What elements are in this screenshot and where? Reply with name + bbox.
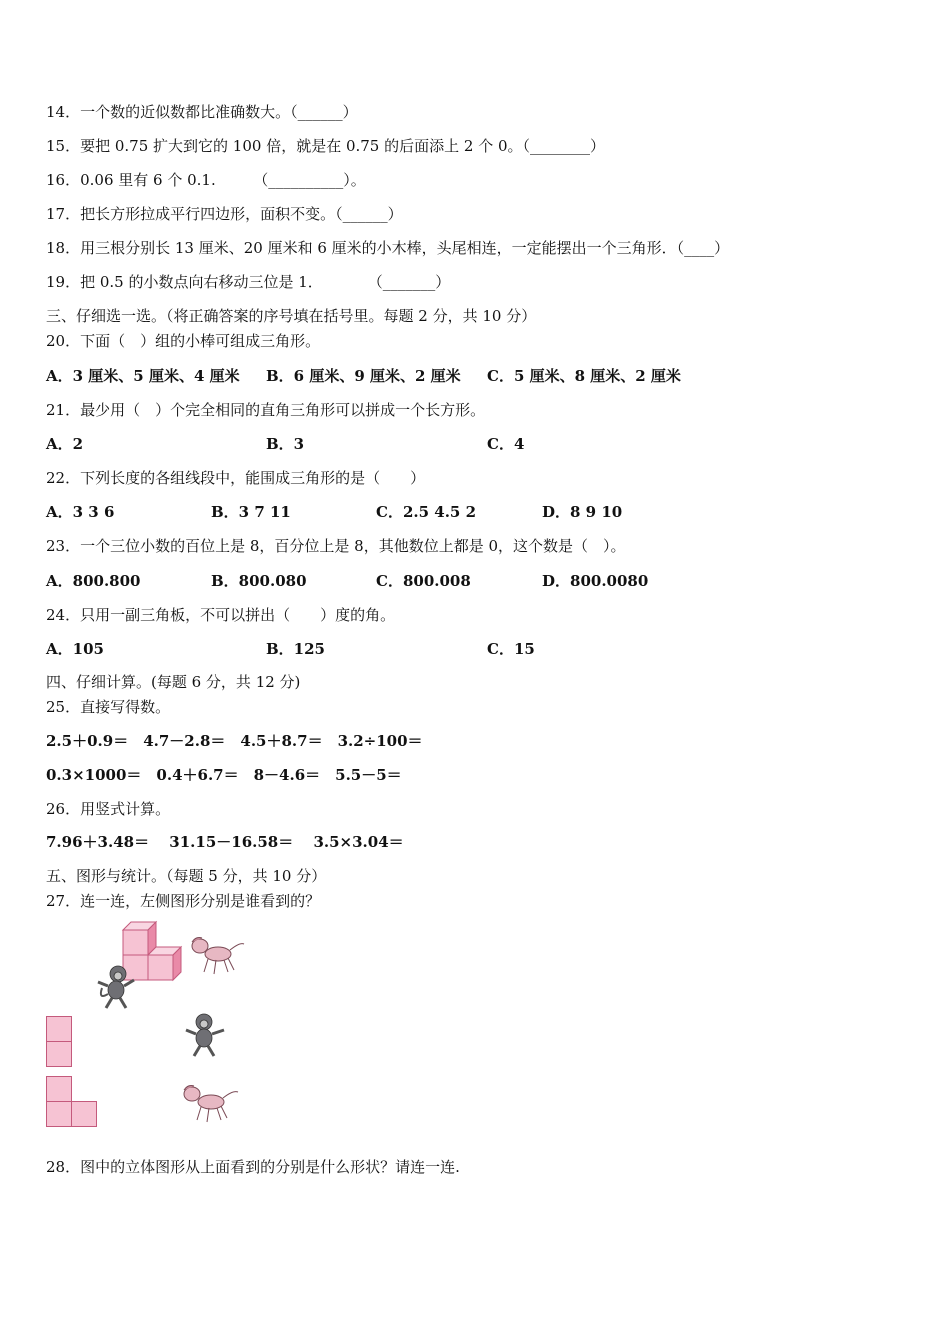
q24-option-c: C．15 [487,640,535,658]
q16: 16．0.06 里有 6 个 0.1. （__________）。 [46,171,366,189]
monkey-icon [94,964,140,1010]
dog-icon [180,1080,240,1126]
q20: 20．下面（ ）组的小棒可组成三角形。 [46,332,321,350]
q24-option-b: B．125 [266,640,325,658]
q22-option-c: C．2.5 4.5 2 [376,503,477,521]
q19: 19．把 0.5 的小数点向右移动三位是 1． （_______） [46,273,451,291]
q22-option-d: D．8 9 10 [542,503,623,521]
q22-option-b: B．3 7 11 [211,503,291,521]
q23: 23．一个三位小数的百位上是 8，百分位上是 8，其他数位上都是 0，这个数是（ ）。 [46,537,626,555]
q15: 15．要把 0.75 扩大到它的 100 倍，就是在 0.75 的后面添上 2 个 0。（________） [46,137,606,155]
q25-row-2: 0.3×1000＝ 0.4＋6.7＝ 8－4.6＝ 5.5－5＝ [46,766,402,784]
q27: 27．连一连，左侧图形分别是谁看到的？ [46,892,321,910]
monkey-icon [182,1012,228,1058]
q17: 17．把长方形拉成平行四边形，面积不变。（______） [46,205,403,223]
q20-option-b: B．6 厘米、9 厘米、2 厘米 [266,367,461,385]
q20-option-c: C．5 厘米、8 厘米、2 厘米 [487,367,681,385]
q25: 25．直接写得数。 [46,698,171,716]
q21-option-c: C．4 [487,435,525,453]
q14: 14．一个数的近似数都比准确数大。（______） [46,103,358,121]
q21-option-a: A．2 [46,435,84,453]
q24-option-a: A．105 [46,640,104,658]
q20-option-a: A．3 厘米、5 厘米、4 厘米 [46,367,240,385]
q22: 22．下列长度的各组线段中，能围成三角形的是（ ） [46,469,426,487]
q21: 21．最少用（ ）个完全相同的直角三角形可以拼成一个长方形。 [46,401,486,419]
section-4-heading: 四、仔细计算。(每题 6 分，共 12 分) [46,673,301,691]
q22-option-a: A．3 3 6 [46,503,115,521]
view-two-stacked-squares [46,1016,74,1068]
section-5-heading: 五、图形与统计。（每题 5 分，共 10 分） [46,867,327,885]
q23-option-d: D．800.0080 [542,572,649,590]
q26-row: 7.96＋3.48＝ 31.15－16.58＝ 3.5×3.04＝ [46,833,404,851]
q23-option-c: C．800.008 [376,572,471,590]
section-3-heading: 三、仔细选一选。（将正确答案的序号填在括号里。每题 2 分，共 10 分） [46,307,537,325]
view-l-shape [46,1076,100,1128]
q25-row-1: 2.5＋0.9＝ 4.7－2.8＝ 4.5＋8.7＝ 3.2÷100＝ [46,732,423,750]
q26: 26．用竖式计算。 [46,800,171,818]
q18: 18．用三根分别长 13 厘米、20 厘米和 6 厘米的小木棒，头尾相连，一定能摆出一个三角形．（____） [46,239,730,257]
q21-option-b: B．3 [266,435,305,453]
q23-option-a: A．800.800 [46,572,141,590]
q28: 28．图中的立体图形从上面看到的分别是什么形状？请连一连. [46,1158,460,1176]
q23-option-b: B．800.080 [211,572,307,590]
dog-icon [188,934,246,978]
q24: 24．只用一副三角板，不可以拼出（ ）度的角。 [46,606,396,624]
